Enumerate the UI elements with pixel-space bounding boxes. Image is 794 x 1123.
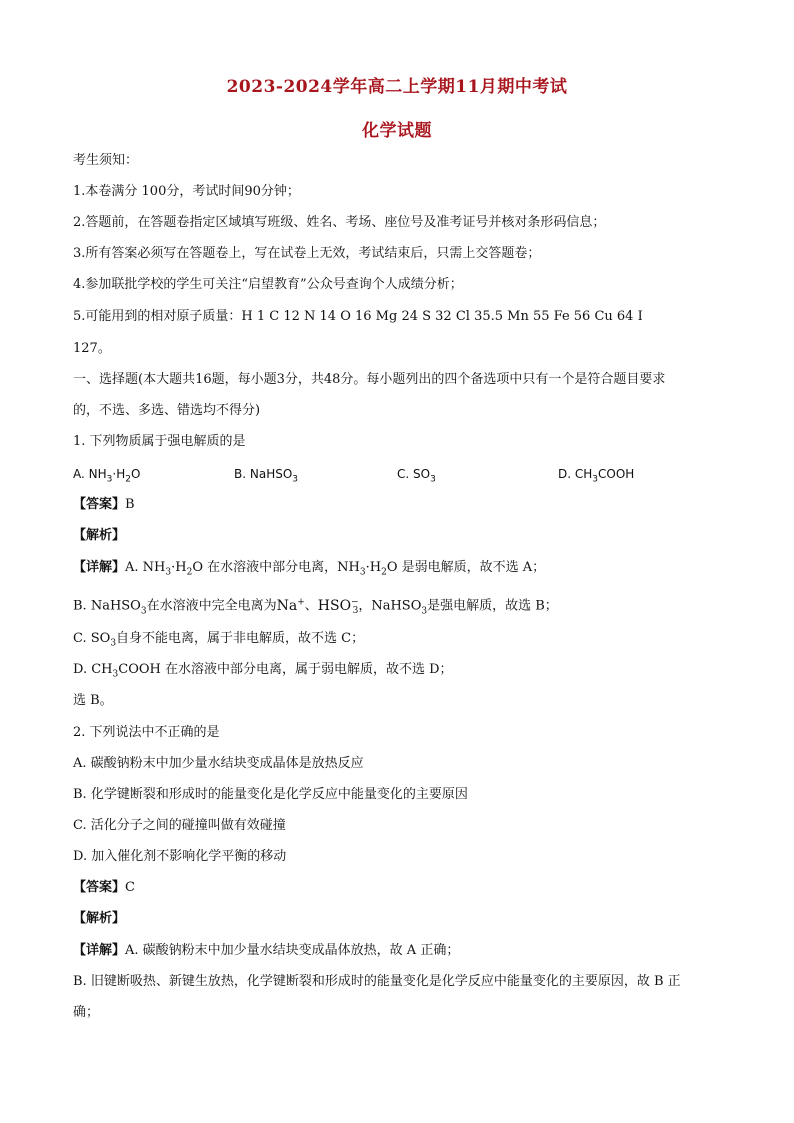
- q1-option-b: B. NaHSO$_3$: [234, 467, 299, 485]
- q1-option-c: C. $SO_3$: [397, 467, 436, 485]
- sodium-ion: Na+: [276, 597, 305, 614]
- notice-item-1: 1.本卷满分 100分，考试时间90分钟；: [73, 184, 300, 199]
- q1-detail-c: C. $SO_3$自身不能电离，属于非电解质，故不选 C；: [73, 631, 365, 649]
- q2-option-d: D. 加入催化剂不影响化学平衡的移动: [73, 849, 287, 864]
- question-1-stem: 1. 下列物质属于强电解质的是: [73, 434, 246, 449]
- q1-detail-b: B. NaHSO$_3$在水溶液中完全电离为Na+、$HSO^-_3$，NaHSO$_3$是强电解质，故选 B；: [73, 597, 558, 617]
- q2-detail-b: B. 旧键断吸热、新键生放热，化学键断裂和形成时的能量变化是化学反应中能量变化的主要原因，故 B 正: [73, 974, 681, 989]
- q2-detail-b-cont: 确；: [73, 1005, 100, 1020]
- q2-analysis-label: 【解析】: [73, 911, 126, 926]
- q1-answer: 【答案】B: [73, 497, 135, 512]
- notice-item-3: 3.所有答案必须写在答题卷上，写在试卷上无效，考试结束后，只需上交答题卷；: [73, 246, 541, 261]
- q2-option-a: A. 碳酸钠粉末中加少量水结块变成晶体是放热反应: [73, 756, 364, 771]
- section-heading-line2: 的，不选、多选、错选均不得分): [73, 403, 261, 418]
- q1-option-d: D. $CH_3COOH$: [558, 467, 635, 485]
- section-heading-line1: 一、选择题(本大题共16题，每小题3分，共48分。每小题列出的四个备选项中只有一个是符合题目要求: [73, 372, 666, 387]
- notice-item-5-cont: 127。: [73, 341, 111, 356]
- q1-analysis-label: 【解析】: [73, 528, 126, 543]
- q2-option-c: C. 活化分子之间的碰撞叫做有效碰撞: [73, 818, 286, 833]
- q1-option-a: A. $NH_3\cdot H_2O$: [73, 467, 141, 485]
- notice-heading: 考生须知：: [73, 153, 139, 168]
- notice-item-5: 5.可能用到的相对原子质量：H 1 C 12 N 14 O 16 Mg 24 S 32 Cl 35.5 Mn 55 Fe 56 Cu 64 I: [73, 309, 643, 324]
- exam-subtitle: 化学试题: [362, 121, 432, 141]
- q1-detail-a: 【详解】A. $NH_3\cdot H_2O$ 在水溶液中部分电离，$NH_3\cdot H_2O$ 是弱电解质，故不选 A；: [73, 560, 546, 578]
- q2-answer: 【答案】C: [73, 880, 135, 895]
- exam-title: 2023-2024学年高二上学期11月期中考试: [226, 77, 568, 97]
- q1-conclusion: 选 B。: [73, 693, 113, 708]
- notice-item-4: 4.参加联批学校的学生可关注“启望教育”公众号查询个人成绩分析；: [73, 277, 463, 292]
- question-2-stem: 2. 下列说法中不正确的是: [73, 725, 220, 740]
- q2-option-b: B. 化学键断裂和形成时的能量变化是化学反应中能量变化的主要原因: [73, 787, 468, 802]
- bisulfite-ion: $HSO^-_3$: [317, 597, 359, 617]
- notice-item-2: 2.答题前，在答题卷指定区域填写班级、姓名、考场、座位号及准考证号并核对条形码信息；: [73, 215, 606, 230]
- q1-detail-d: D. $CH_3COOH$ 在水溶液中部分电离，属于弱电解质，故不选 D；: [73, 662, 453, 680]
- q2-detail-a: 【详解】A. 碳酸钠粉末中加少量水结块变成晶体放热，故 A 正确；: [73, 943, 460, 958]
